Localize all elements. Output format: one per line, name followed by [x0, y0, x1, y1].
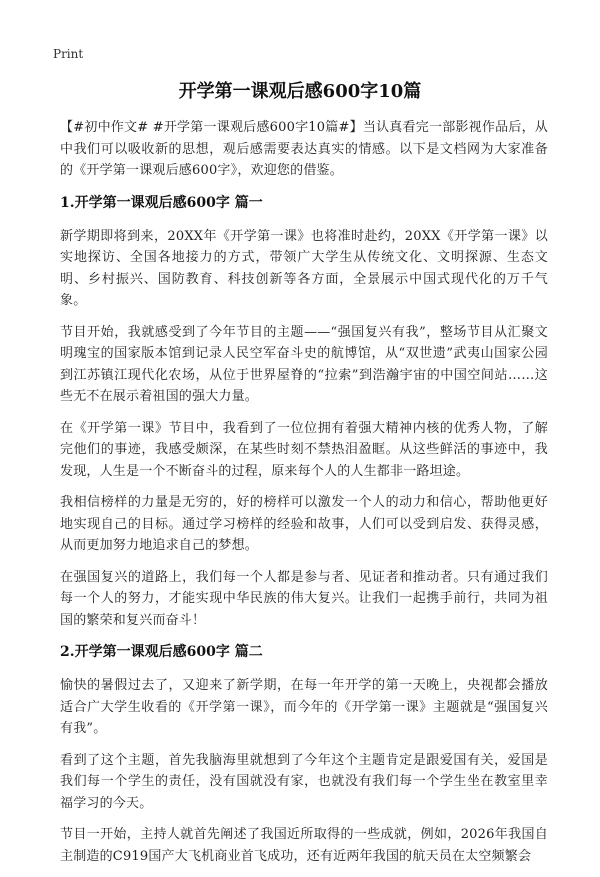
section-2-paragraph-3: 节目一开始，主持人就首先阐述了我国近所取得的一些成就，例如，2026年我国自主制造的C919国产大飞机商业首飞成功，还有近两年我国的航天员在太空频繁会 [60, 827, 548, 864]
section-1-paragraph-5: 在强国复兴的道路上，我们每一个人都是参与者、见证者和推动者。只有通过我们每一个人的努力，才能实现中华民族的伟大复兴。让我们一起携手前行，共同为祖国的繁荣和复兴而奋斗！ [60, 569, 548, 628]
print-link[interactable]: Print [53, 47, 84, 61]
article-body [60, 117, 548, 877]
section-1-paragraph-4: 我相信榜样的力量是无穷的，好的榜样可以激发一个人的动力和信心，帮助他更好地实现自己的目标。通过学习榜样的经验和故事，人们可以受到启发、获得灵感，从而更加努力地追求自己的梦想。 [60, 495, 548, 553]
section-2-paragraph-1: 愉快的暑假过去了，又迎来了新学期，在每一年开学的第一天晚上，央视都会播放适合广大学生收看的《开学第一课》，而今年的《开学第一课》主题就是“强国复兴有我”。 [60, 678, 548, 736]
section-1-paragraph-1: 新学期即将到来，20XX年《开学第一课》也将准时赴约，20XX《开学第一课》以实地探访、全国各地接力的方式，带领广大学生从传统文化、文明探源、生态文明、乡村振兴、国防教育、科技创新等各方面，全景展示中国式现代化的万千气象。 [60, 228, 548, 308]
section-1-paragraph-2: 节目开始，我就感受到了今年节目的主题——“强国复兴有我”，整场节目从汇聚文明瑰宝的国家版本馆到记录人民空军奋斗史的航博馆，从“双世遗”武夷山国家公园到江苏镇江现代化农场，从位于世界屋脊的“拉索”到浩瀚宇宙的中国空间站……这些无不在展示着祖国的强大力量。 [60, 324, 548, 404]
page-title: 开学第一课观后感600字10篇 [178, 81, 422, 102]
intro-paragraph: 【#初中作文# #开学第一课观后感600字10篇#】当认真看完一部影视作品后，从中我们可以吸收新的思想，观后感需要表达真实的情感。以下是文档网为大家准备的《开学第一课观后感600字》，欢迎您的借鉴。 [60, 120, 548, 178]
section-2-paragraph-2: 看到了这个主题，首先我脑海里就想到了今年这个主题肯定是跟爱国有关，爱国是我们每一个学生的责任，没有国就没有家，也就没有我们每一个学生坐在教室里幸福学习的今天。 [60, 752, 548, 811]
section-1-paragraph-3: 在《开学第一课》节目中，我看到了一位位拥有着强大精神内核的优秀人物，了解完他们的事迹，我感受颇深，在某些时刻不禁热泪盈眶。从这些鲜活的事迹中，我发现，人生是一个不断奋斗的过程，原来每个人的人生都非一路坦途。 [60, 420, 548, 479]
section-heading-2: 2.开学第一课观后感600字 篇二 [60, 644, 263, 660]
section-heading-1: 1.开学第一课观后感600字 篇一 [60, 194, 263, 211]
